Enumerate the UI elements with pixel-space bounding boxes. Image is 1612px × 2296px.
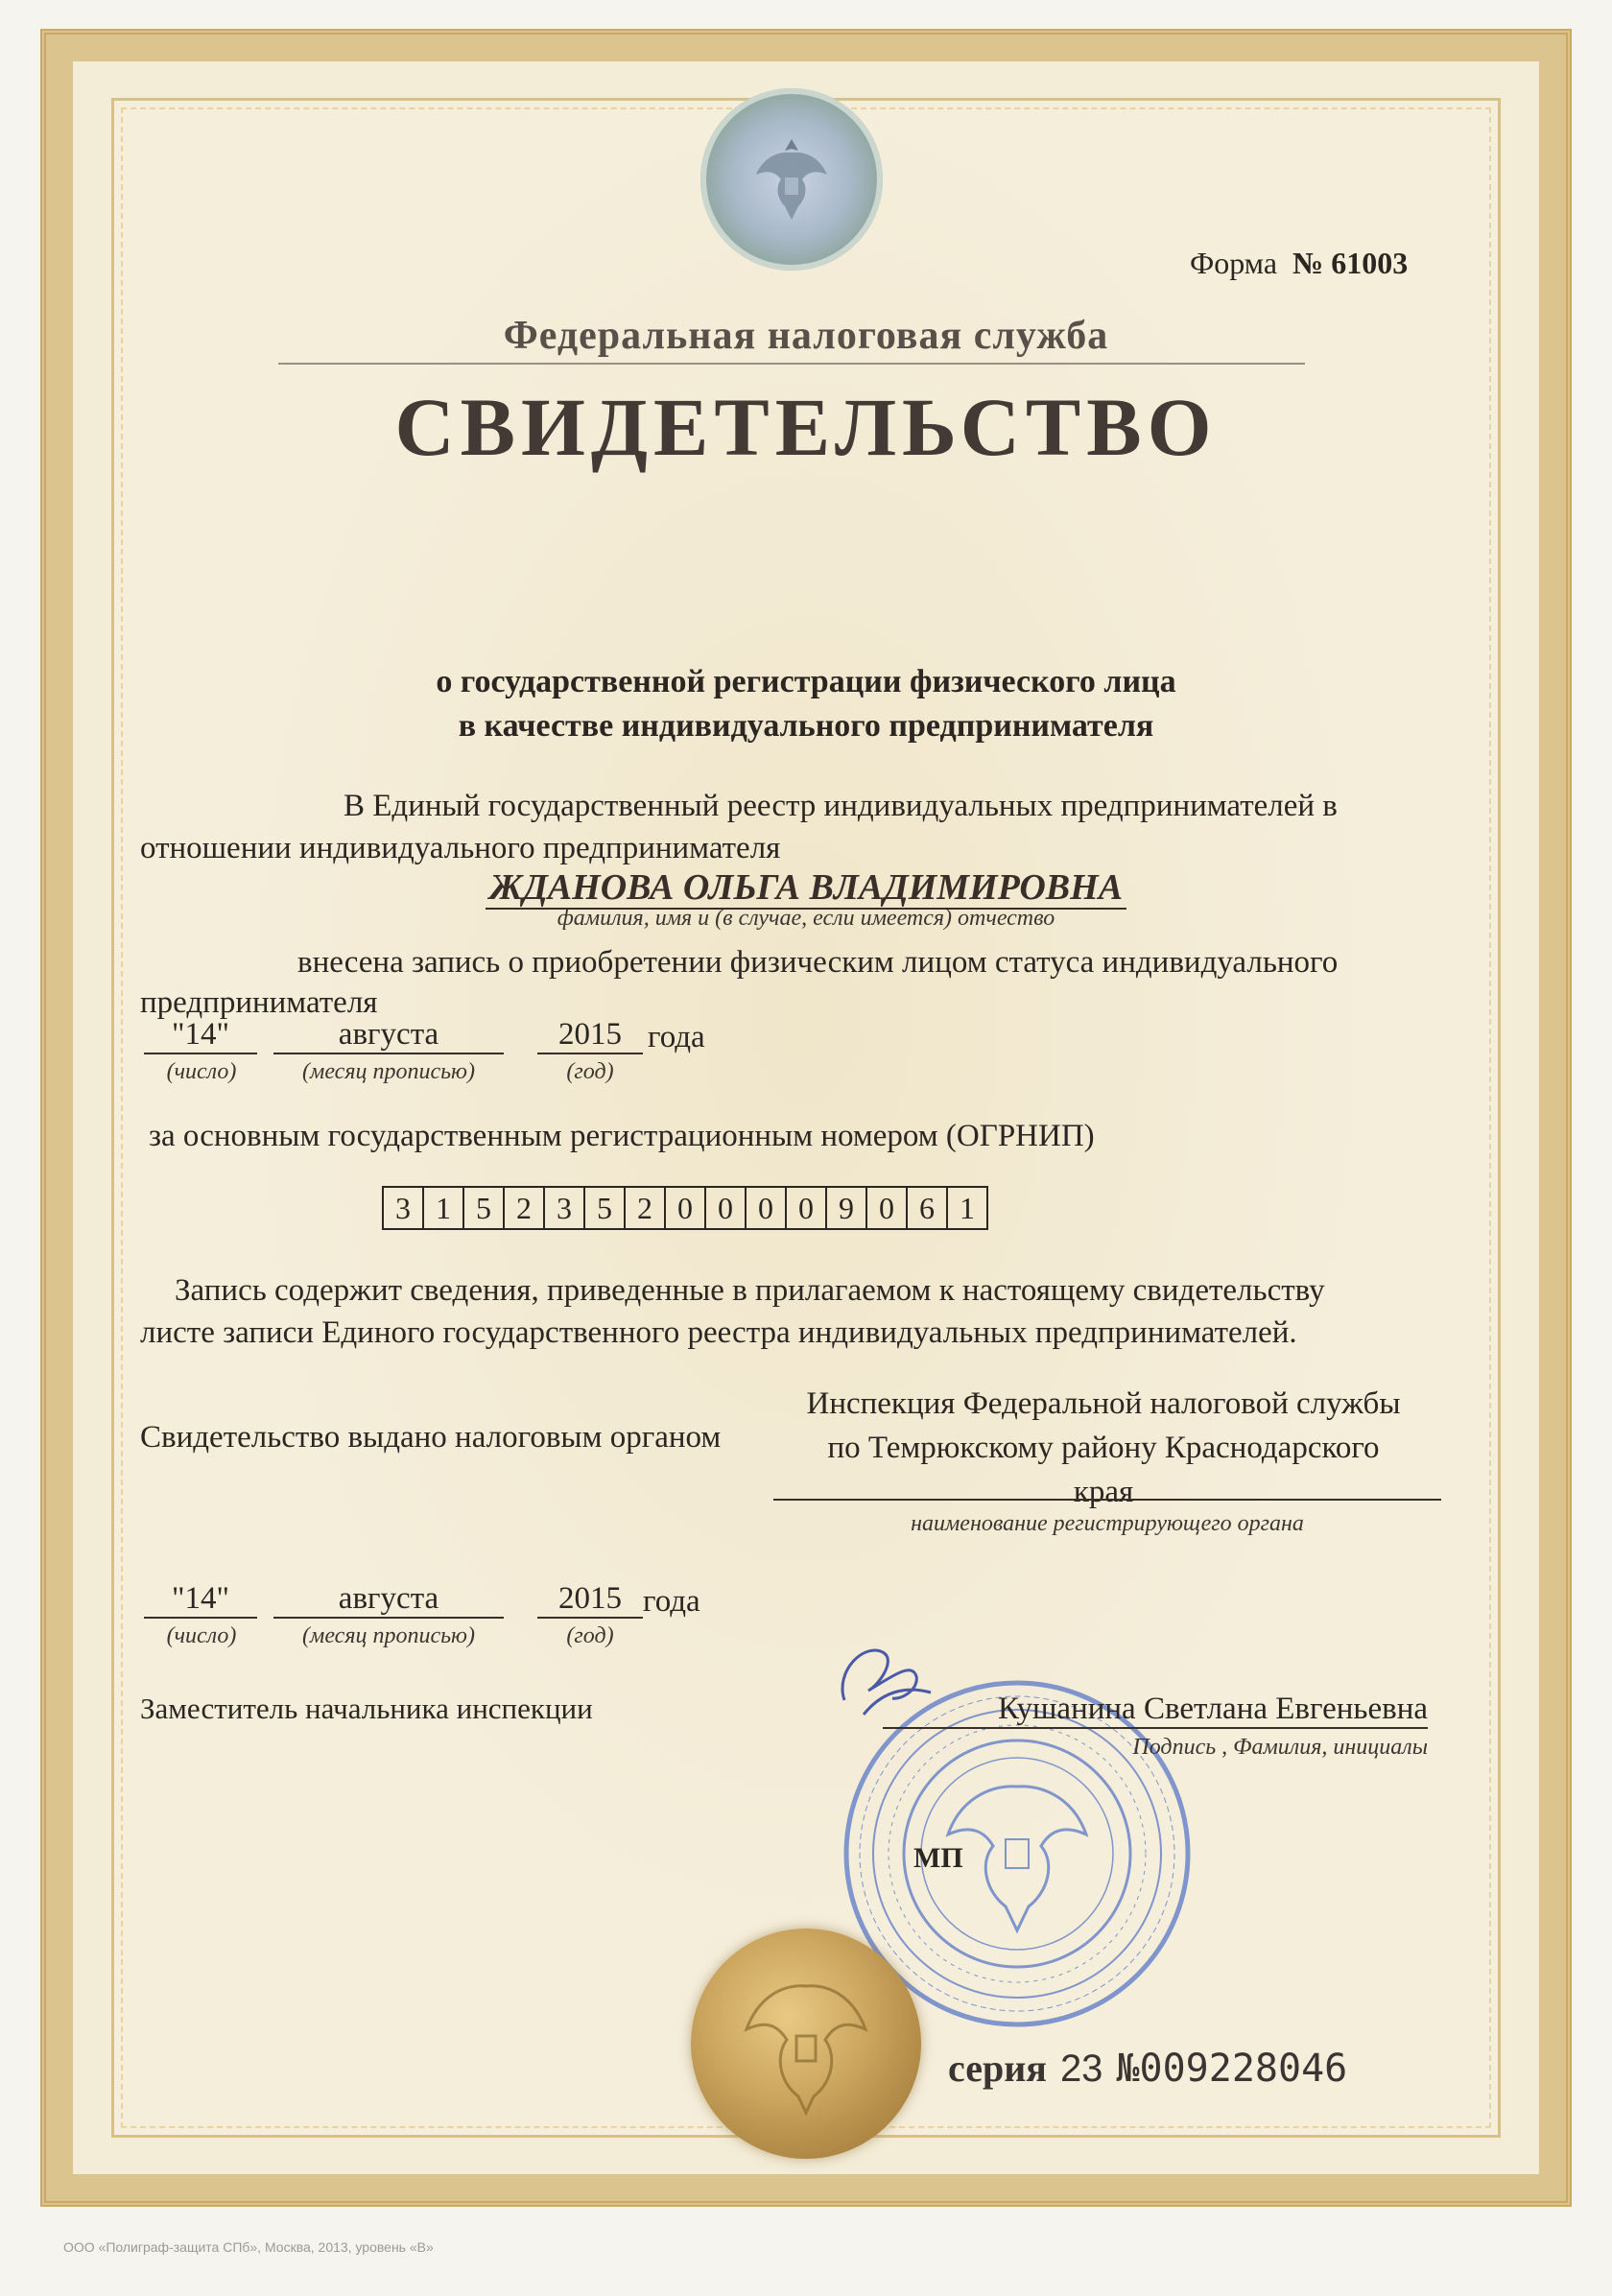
form-number: Форма № 61003	[1190, 246, 1409, 280]
entry-day-caption: (число)	[166, 1059, 237, 1084]
entry-date-month: августа	[273, 1017, 504, 1054]
entry-date-year: 2015	[537, 1017, 643, 1054]
authority-line-1: Инспекция Федеральной налоговой службы	[806, 1386, 1401, 1421]
issue-date-year: 2015	[537, 1581, 643, 1619]
authority-line-2: по Темрюкскому району Краснодарского	[827, 1431, 1380, 1465]
gold-seal	[691, 1929, 921, 2159]
issue-date-suffix: года	[643, 1584, 700, 1619]
issued-by-label: Свидетельство выдано налоговым органом	[140, 1420, 722, 1455]
para2-line2: предпринимателя	[140, 985, 378, 1020]
ogrnip-label: за основным государственным регистрационным номером (ОГРНИП)	[149, 1119, 1095, 1153]
para1-line2: отношении индивидуального предпринимателя	[140, 831, 781, 865]
document-title: СВИДЕТЕЛЬСТВО	[394, 381, 1218, 473]
authority-underline	[773, 1499, 1441, 1501]
agency-name: Федеральная налоговая служба	[503, 314, 1109, 358]
issue-month-caption: (месяц прописью)	[302, 1623, 475, 1648]
stamp-mark: МП	[913, 1842, 963, 1874]
issue-year-caption: (год)	[566, 1623, 614, 1648]
para3-line1: Запись содержит сведения, приведенные в прилагаемом к настоящему свидетельству	[175, 1273, 1325, 1308]
printer-imprint: ООО «Полиграф-защита СПб», Москва, 2013, уровень «В»	[63, 2239, 434, 2255]
issue-day-caption: (число)	[166, 1623, 237, 1648]
person-name-caption: фамилия, имя и (в случае, если имеется) отчество	[557, 906, 1055, 931]
subtitle-line-1: о государственной регистрации физического лица	[436, 664, 1176, 699]
ogrnip-digit: 9	[825, 1186, 867, 1230]
hologram-emblem	[700, 88, 883, 271]
ogrnip-digit: 5	[583, 1186, 626, 1230]
ogrnip-digit: 0	[745, 1186, 787, 1230]
agency-underline	[278, 363, 1305, 365]
authority-caption: наименование регистрирующего органа	[911, 1511, 1304, 1536]
para1-line1: В Единый государственный реестр индивидуальных предпринимателей в	[344, 789, 1338, 823]
signer-name: Кушанина Светлана Евгеньевна	[883, 1692, 1428, 1729]
ogrnip-digit: 1	[946, 1186, 988, 1230]
eagle-seal-icon	[720, 1957, 892, 2130]
para2-line1: внесена запись о приобретении физическим лицом статуса индивидуального	[297, 945, 1339, 980]
ogrnip-digit: 2	[624, 1186, 666, 1230]
ogrnip-digit: 0	[704, 1186, 747, 1230]
person-name: ЖДАНОВА ОЛЬГА ВЛАДИМИРОВНА	[0, 866, 1612, 909]
serial-series: 23	[1059, 2047, 1103, 2090]
entry-month-caption: (месяц прописью)	[302, 1059, 475, 1084]
para3-line2: листе записи Единого государственного реестра индивидуальных предпринимателей.	[140, 1315, 1297, 1350]
ogrnip-digit: 0	[664, 1186, 706, 1230]
ogrnip-digit: 1	[422, 1186, 464, 1230]
subtitle-line-2: в качестве индивидуального предпринимателя	[458, 708, 1154, 744]
serial-number	[948, 2046, 1347, 2091]
entry-year-caption: (год)	[566, 1059, 614, 1084]
issue-date-day: "14"	[144, 1581, 257, 1619]
entry-date-day: "14"	[144, 1017, 257, 1054]
eagle-emblem-icon	[748, 131, 835, 227]
ogrnip-digit: 5	[462, 1186, 505, 1230]
authority-name	[768, 1382, 1439, 1514]
serial-label: серия	[948, 2047, 1047, 2090]
ogrnip-digit: 2	[503, 1186, 545, 1230]
ogrnip-digit: 3	[382, 1186, 424, 1230]
signer-position: Заместитель начальника инспекции	[140, 1692, 593, 1725]
ogrnip-digit: 0	[865, 1186, 908, 1230]
document-subtitle	[0, 660, 1612, 748]
ogrnip-digit: 3	[543, 1186, 585, 1230]
entry-date-suffix: года	[648, 1020, 705, 1054]
issue-date-month: августа	[273, 1581, 504, 1619]
ogrnip-digit: 0	[785, 1186, 827, 1230]
signer-caption: Подпись , Фамилия, инициалы	[1132, 1735, 1428, 1760]
ogrnip-digit: 6	[906, 1186, 948, 1230]
ogrnip-number	[384, 1186, 988, 1230]
authority-line-3: края	[1073, 1475, 1134, 1509]
serial-no: №009228046	[1116, 2047, 1348, 2091]
